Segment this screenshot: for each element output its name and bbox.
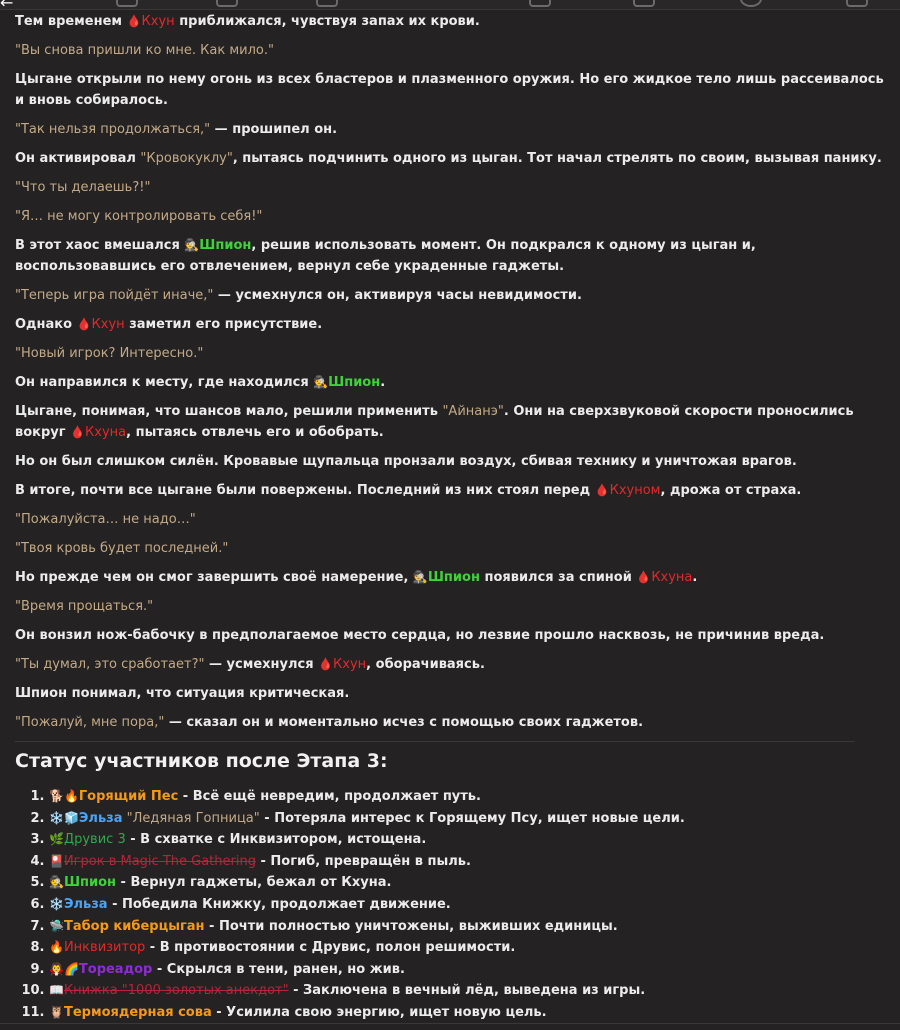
snowflake-icon: ❄️ — [49, 896, 64, 911]
toolbar-icon-2[interactable] — [216, 0, 238, 7]
snowflake-ice-icon: ❄️🧊 — [49, 810, 79, 825]
blood-drop-icon: 🩸 — [636, 570, 652, 584]
story-line-14: Но он был слишком силён. Кровавые щупальца пронзали воздух, сбивая технику и уничтожая врагов. — [15, 454, 797, 469]
section-divider — [15, 741, 855, 742]
story-line-1: Тем временем 🩸Кхун приближался, чувствуя запах их крови. — [15, 14, 480, 29]
kxun-name: Кхуна — [85, 425, 127, 440]
kxun-name: Кхун — [333, 657, 367, 672]
story-line-2: "Вы снова пришли ко мне. Как мило." — [15, 43, 274, 58]
status-heading: Статус участников после Этапа 3: — [15, 750, 388, 772]
status-item: 10. 📖Книжка "1000 золотых анекдот" - Заключена в вечный лёд, выведена из игры. — [49, 980, 890, 1002]
story-line-21: "Ты думал, это сработает?" — усмехнулся 🩸Кхун, оборачиваясь. — [15, 657, 485, 672]
story-line-17: "Твоя кровь будет последней." — [15, 541, 229, 556]
kxun-name: Кхун — [141, 14, 175, 29]
status-item: 6. ❄️Эльза - Победила Книжку, продолжает движение. — [49, 894, 890, 916]
story-line-18: Но прежде чем он смог завершить своё намерение, 🕵️Шпион появился за спиной 🩸Кхуна. — [15, 570, 698, 585]
status-item: 1. 🐕🔥Горящий Пес - Всё ещё невредим, продолжает путь. — [49, 786, 890, 808]
spy-icon: 🕵️ — [412, 570, 428, 584]
dog-fire-icon: 🐕🔥 — [49, 789, 79, 803]
story-line-3: Цыгане открыли по нему огонь из всех бластеров и плазменного оружия. Но его жидкое тело лишь рассеивалось и вновь собиралось. — [15, 72, 884, 108]
kxun-name: Кхуна — [651, 570, 693, 585]
story-line-12: Он направился к месту, где находился 🕵️Шпион. — [15, 375, 386, 390]
owl-icon: 🦉 — [49, 1004, 64, 1019]
ufo-icon: 🛸 — [49, 918, 64, 933]
toolbar-icon-3[interactable] — [316, 0, 338, 7]
blood-drop-icon: 🩸 — [594, 483, 610, 497]
story-line-4: "Так нельзя продолжаться," — прошипел он. — [15, 122, 338, 137]
status-item: 8. 🔥Инквизитор - В противостоянии с Друвис, полон решимости. — [49, 937, 890, 959]
kxun-name: Кхуном — [609, 483, 661, 498]
book-icon: 📖 — [49, 983, 64, 998]
herb-icon: 🌿 — [49, 832, 64, 847]
spy-name: Шпион — [199, 238, 252, 253]
spy-icon: 🕵️ — [313, 375, 329, 389]
story-line-13: Цыгане, понимая, что шансов мало, решили применить "Айнанэ". Они на сверхзвуковой скорости проносились вокруг 🩸Кхуна, пытаясь отвлечь его и обобрать. — [15, 404, 854, 440]
status-item: 3. 🌿Друвис 3 - В схватке с Инквизитором, истощена. — [49, 829, 890, 851]
kxun-name: Кхун — [91, 317, 125, 332]
spy-icon: 🕵️ — [49, 875, 64, 890]
story-line-16: "Пожалуйста… не надо…" — [15, 512, 196, 527]
blood-drop-icon: 🩸 — [318, 657, 334, 671]
message-content — [15, 11, 890, 1024]
toolbar-icon-6[interactable] — [740, 0, 762, 7]
bottom-scroll-edge — [0, 1023, 900, 1030]
spy-name: Шпион — [328, 375, 381, 390]
fire-icon: 🔥 — [49, 940, 64, 955]
story-line-7: "Я… не могу контролировать себя!" — [15, 209, 263, 224]
spy-name: Шпион — [427, 570, 480, 585]
status-item: 7. 🛸Табор киберцыган - Почти полностью уничтожены, выживших единицы. — [49, 916, 890, 938]
top-toolbar — [0, 0, 900, 10]
story-line-23: "Пожалуй, мне пора," — сказал он и моментально исчез с помощью своих гаджетов. — [15, 715, 644, 730]
status-list — [15, 786, 890, 1024]
status-item: 9. 🧛🌈Тореадор - Скрылся в тени, ранен, но жив. — [49, 959, 890, 981]
story-line-10: Однако 🩸Кхун заметил его присутствие. — [15, 317, 323, 332]
story-line-8: В этот хаос вмешался 🕵️Шпион, решив использовать момент. Он подкрался к одному из цыган и, воспользовавшись его отвлечением, вернул себе украденные гаджеты. — [15, 238, 756, 274]
status-item: 4. 🎴Игрок в Magic The Gathering - Погиб, превращён в пыль. — [49, 851, 890, 873]
toolbar-icon-1[interactable] — [116, 0, 138, 7]
status-item: 11. 🦉Термоядерная сова - Усилила свою энергию, ищет новую цель. — [49, 1002, 890, 1024]
blood-drop-icon: 🩸 — [70, 425, 86, 439]
spy-icon: 🕵️ — [184, 238, 200, 252]
story-line-11: "Новый игрок? Интересно." — [15, 346, 204, 361]
toolbar-icon-5[interactable] — [633, 0, 655, 7]
story-line-22: Шпион понимал, что ситуация критическая. — [15, 686, 350, 701]
back-arrow-icon[interactable]: ← — [0, 0, 14, 10]
card-icon: 🎴 — [49, 853, 64, 868]
story-line-9: "Теперь игра пойдёт иначе," — усмехнулся он, активируя часы невидимости. — [15, 288, 582, 303]
story-line-6: "Что ты делаешь?!" — [15, 180, 151, 195]
blood-drop-icon: 🩸 — [126, 14, 142, 28]
story-line-20: Он вонзил нож-бабочку в предполагаемое место сердца, но лезвие прошло насквозь, не причинив вреда. — [15, 628, 825, 643]
story-line-19: "Время прощаться." — [15, 599, 154, 614]
story-line-5: Он активировал "Кровокуклу", пытаясь подчинить одного из цыган. Тот начал стрелять по своим, вызывая панику. — [15, 151, 882, 166]
toolbar-icon-4[interactable] — [529, 0, 551, 7]
story-line-15: В итоге, почти все цыгане были повержены. Последний из них стоял перед 🩸Кхуном, дрожа от страха. — [15, 483, 802, 498]
status-item: 2. ❄️🧊Эльза "Ледяная Гопница" - Потеряла интерес к Горящему Псу, ищет новые цели. — [49, 808, 890, 830]
vampire-rainbow-icon: 🧛🌈 — [49, 961, 79, 976]
toolbar-icon-7[interactable] — [846, 0, 868, 7]
status-item: 5. 🕵️Шпион - Вернул гаджеты, бежал от Кхуна. — [49, 872, 890, 894]
blood-drop-icon: 🩸 — [76, 317, 92, 331]
